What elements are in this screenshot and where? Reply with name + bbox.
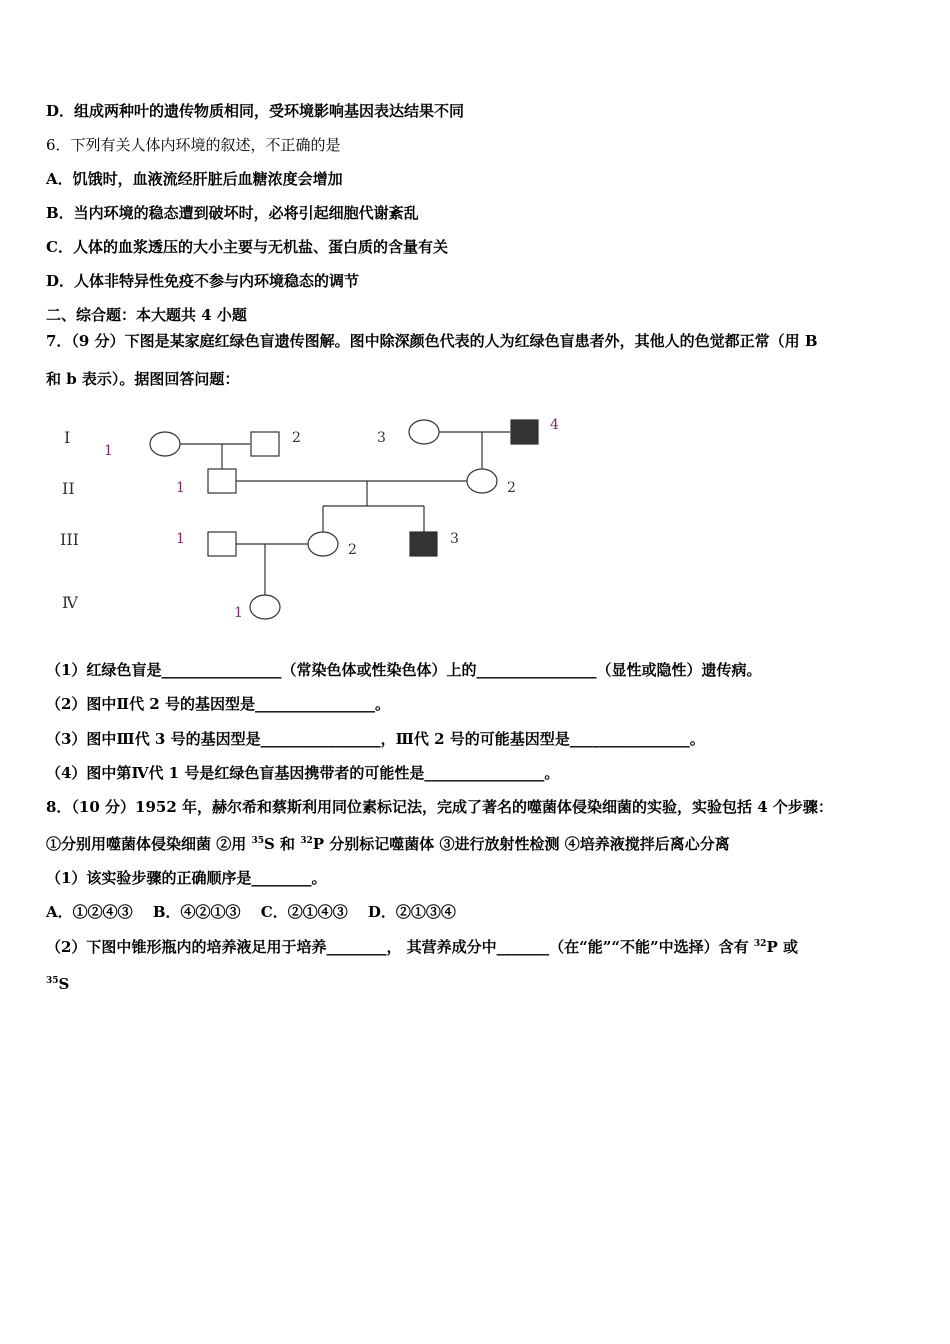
label-II-1: 1 <box>176 480 185 496</box>
male-I-2 <box>251 432 279 456</box>
question-8-stem: 8．（10 分）1952 年，赫尔希和蔡斯利用同位素标记法，完成了著名的噬菌体侵染细菌的实验，实验包括 4 个步骤： <box>46 798 833 816</box>
label-I-1: 1 <box>104 443 113 459</box>
female-IV-1 <box>250 595 280 619</box>
label-III-1: 1 <box>176 531 185 547</box>
option-6b: B．当内环境的稳态遭到破坏时，必将引起细胞代谢紊乱 <box>46 204 419 222</box>
option-6c: C．人体的血浆透压的大小主要与无机盐、蛋白质的含量有关 <box>46 238 448 256</box>
female-I-3 <box>409 420 439 444</box>
question-7-part-2: （2）图中Ⅱ代 2 号的基因型是________________。 <box>46 695 390 713</box>
question-7-stem-cont: 和 b 表示）。据图回答问题： <box>46 370 240 388</box>
question-8-options: A．①②④③ B．④②①③ C．②①④③ D．②①③④ <box>46 903 456 921</box>
label-I-4: 4 <box>550 417 559 433</box>
label-III-2: 2 <box>348 542 357 558</box>
male-III-1 <box>208 532 236 556</box>
female-III-2 <box>308 532 338 556</box>
question-8-part-1: （1）该实验步骤的正确顺序是________。 <box>46 869 327 887</box>
question-8-steps: ①分别用噬菌体侵染细菌 ②用 $^{35}$S 和 $^{32}$P 分别标记噬菌体 ③进行放射性检测 ④培养液搅拌后离心分离 <box>46 835 730 853</box>
affected-male-III-3 <box>410 532 437 556</box>
section-heading: 二、综合题：本大题共 4 小题 <box>46 306 247 324</box>
question-8-part-2: （2）下图中锥形瓶内的培养液足用于培养________， 其营养成分中_______（在“能”“不能”中选择）含有 $^{32}$P 或 <box>46 938 798 956</box>
option-6a: A．饥饿时，血液流经肝脏后血糖浓度会增加 <box>46 170 343 188</box>
male-II-1 <box>208 469 236 493</box>
affected-male-I-4 <box>511 420 538 444</box>
question-7-part-1: （1）红绿色盲是________________（常染色体或性染色体）上的________________（显性或隐性）遗传病。 <box>46 661 762 679</box>
label-I-2: 2 <box>292 430 301 446</box>
generation-label: II <box>62 479 75 498</box>
option-5d: D．组成两种叶的遗传物质相同，受环境影响基因表达结果不同 <box>46 102 465 120</box>
female-II-2 <box>467 469 497 493</box>
label-III-3: 3 <box>450 531 459 547</box>
option-6d: D．人体非特异性免疫不参与内环境稳态的调节 <box>46 272 360 290</box>
generation-label: I <box>64 428 71 447</box>
female-I-1 <box>150 432 180 456</box>
question-7-stem: 7．（9 分）下图是某家庭红绿色盲遗传图解。图中除深颜色代表的人为红绿色盲患者外，其他人的色觉都正常（用 B <box>46 332 818 350</box>
question-8-part-2-cont: $^{35}$S <box>46 975 70 993</box>
pedigree-diagram <box>0 405 950 635</box>
label-IV-1: 1 <box>234 605 243 621</box>
question-7-part-3: （3）图中Ⅲ代 3 号的基因型是________________，Ⅲ代 2 号的可能基因型是________________。 <box>46 730 705 748</box>
question-7-part-4: （4）图中第Ⅳ代 1 号是红绿色盲基因携带者的可能性是________________。 <box>46 764 560 782</box>
label-II-2: 2 <box>507 480 516 496</box>
label-I-3: 3 <box>377 430 386 446</box>
generation-label: III <box>60 530 79 549</box>
question-6-stem: 6．下列有关人体内环境的叙述，不正确的是 <box>46 136 341 154</box>
generation-label: Ⅳ <box>62 593 78 612</box>
